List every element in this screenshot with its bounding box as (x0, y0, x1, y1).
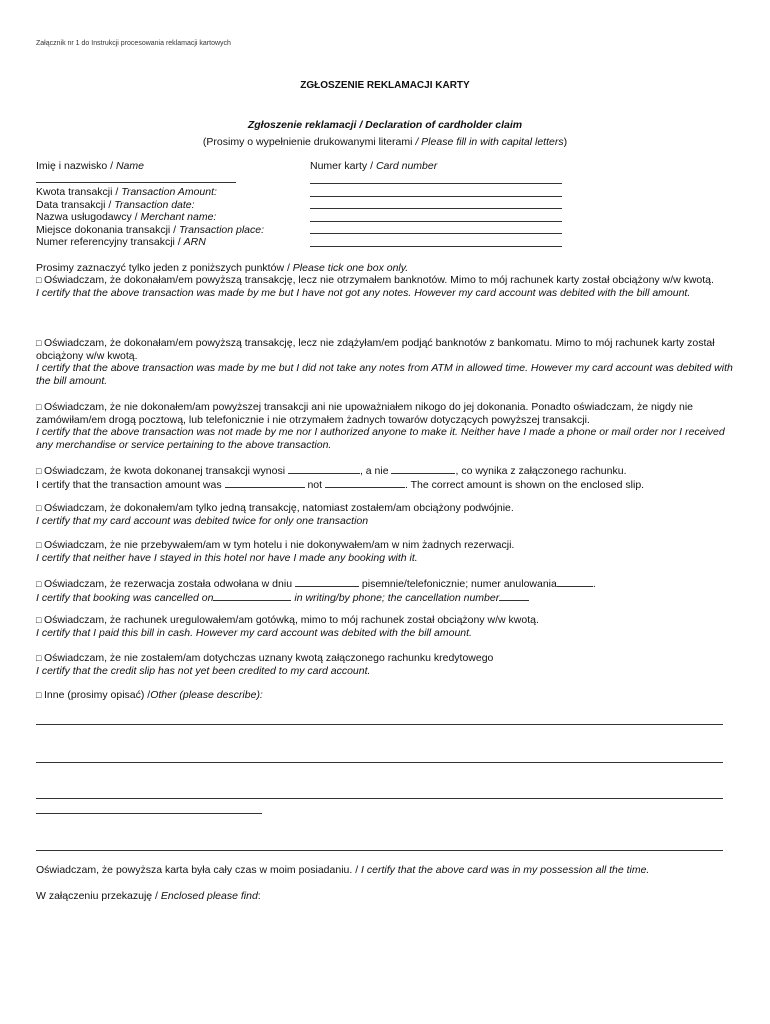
form-title: ZGŁOSZENIE REKLAMACJI KARTY (300, 80, 470, 91)
option-other: □ Inne (prosimy opisać) /Other (please describe): (36, 689, 263, 701)
other-line-5 (36, 850, 723, 851)
other-line-4 (36, 813, 262, 814)
amount-field (310, 196, 562, 197)
card-number-field (310, 183, 562, 184)
instruction-en: / Please fill in with capital letters (415, 136, 564, 148)
enclosed-label: W załączeniu przekazuję / Enclosed please find: (36, 890, 261, 902)
possession-declaration: Oświadczam, że powyższa karta była cały czas w moim posiadaniu. / I certify that the above card was in my possession all the time. (36, 864, 650, 876)
amount-blank-3 (225, 478, 305, 488)
place-field (310, 233, 562, 234)
checkbox: □ (36, 503, 42, 513)
cancel-date-blank-en (213, 591, 291, 601)
merchant-field (310, 221, 562, 222)
fill-instruction (0, 136, 770, 148)
checkbox: □ (36, 615, 42, 625)
option-paid-cash: □ Oświadczam, że rachunek uregulowałem/am gotówką, mimo to mój rachunek został obciążony w/w kwotą. I certify that I paid this bill in cash. However my card account was debited with the bill amount. (36, 614, 539, 639)
option-credit-slip: □ Oświadczam, że nie zostałem/am dotychczas uznany kwotą załączonego rachunku kredytowego I certify that the credit slip has not yet been credited to my card account. (36, 652, 494, 677)
amount-blank-2 (391, 464, 455, 474)
instruction-close: ) (563, 136, 568, 148)
name-field (36, 182, 236, 183)
other-line-2 (36, 762, 723, 763)
checkbox: □ (36, 275, 42, 285)
option-not-authorized: □ Oświadczam, że nie dokonałem/am powyższej transakcji ani nie upoważniałem nikogo do jej dokonania. Ponadto oświadczam, że nigdy nie zamówiłam/em drogą pocztową, lub telefonicznie i nie otrzymałem żadnych towarów dotyczących powyższej transakcji. I certify that the above transaction was not made by me nor I authorized anyone to make it. Neither have I made a phone or mail order nor I received any merchandise or service pertaining to the above transaction. (36, 401, 725, 451)
attachment-note: Załącznik nr 1 do Instrukcji procesowania reklamacji kartowych (36, 40, 231, 47)
checkbox: □ (36, 579, 42, 589)
cancel-date-blank (295, 577, 359, 587)
date-label: Data transakcji / Transaction date: (36, 199, 195, 211)
checkbox: □ (36, 690, 42, 700)
amount-blank-4 (325, 478, 405, 488)
option-no-notes: □ Oświadczam, że dokonałam/em powyższą transakcję, lecz nie otrzymałem banknotów. Mimo to mój rachunek karty został obciążony w/w kwotą. I certify that the above transaction was made by me but I have not got any notes. However my card account was debited with the bill amount. (36, 274, 714, 299)
option-hotel: □ Oświadczam, że nie przebywałem/am w tym hotelu i nie dokonywałem/am w nim żadnych rezerwacji. I certify that neither have I stayed in this hotel nor have I made any booking with it. (36, 539, 515, 564)
other-line-3 (36, 798, 723, 799)
name-label: Imię i nazwisko / Name (36, 160, 144, 172)
arn-label: Numer referencyjny transakcji / ARN (36, 236, 206, 248)
option-atm-timeout: □ Oświadczam, że dokonałam/em powyższą transakcję, lecz nie zdążyłam/em podjąć banknotów z bankomatu. Mimo to mój rachunek karty został obciążony w/w kwotą. I certify that the above transaction was made by me but I did not take any notes from ATM in allowed time. However my card account was debited with the bill amount. (36, 337, 733, 387)
checkbox: □ (36, 402, 42, 412)
checkbox: □ (36, 653, 42, 663)
place-label: Miejsce dokonania transakcji / Transaction place: (36, 224, 265, 236)
instruction-pl: (Prosimy o wypełnienie drukowanymi literami (202, 136, 413, 148)
other-line-1 (36, 724, 723, 725)
checkbox: □ (36, 466, 42, 476)
arn-field (310, 246, 562, 247)
amount-blank-1 (288, 464, 360, 474)
form-subtitle: Zgłoszenie reklamacji / Declaration of cardholder claim (247, 119, 523, 131)
option-booking-cancelled: □ Oświadczam, że rezerwacja została odwołana w dniu pisemnie/telefonicznie; numer anulowania . I certify that booking was cancelled on in writing/by phone; the cancellation number (36, 578, 596, 604)
option-debited-twice: □ Oświadczam, że dokonałem/am tylko jedną transakcję, natomiast zostałem/am obciążony podwójnie. I certify that my card account was debited twice for only one transaction (36, 502, 514, 527)
card-number-label: Numer karty / Card number (310, 160, 438, 172)
option-wrong-amount: □ Oświadczam, że kwota dokonanej transakcji wynosi , a nie , co wynika z załączonego rachunku. I certify that the transaction amount was not . The correct amount is shown on the enclosed slip. (36, 465, 645, 491)
checkbox: □ (36, 338, 42, 348)
date-field (310, 208, 562, 209)
cancel-number-blank (557, 577, 593, 587)
checkbox: □ (36, 540, 42, 550)
merchant-label: Nazwa usługodawcy / Merchant name: (36, 211, 217, 223)
tick-prompt: Prosimy zaznaczyć tylko jeden z poniższych punktów / Please tick one box only. (36, 262, 409, 274)
cancel-number-blank-en (499, 591, 529, 601)
amount-label: Kwota transakcji / Transaction Amount: (36, 186, 217, 198)
